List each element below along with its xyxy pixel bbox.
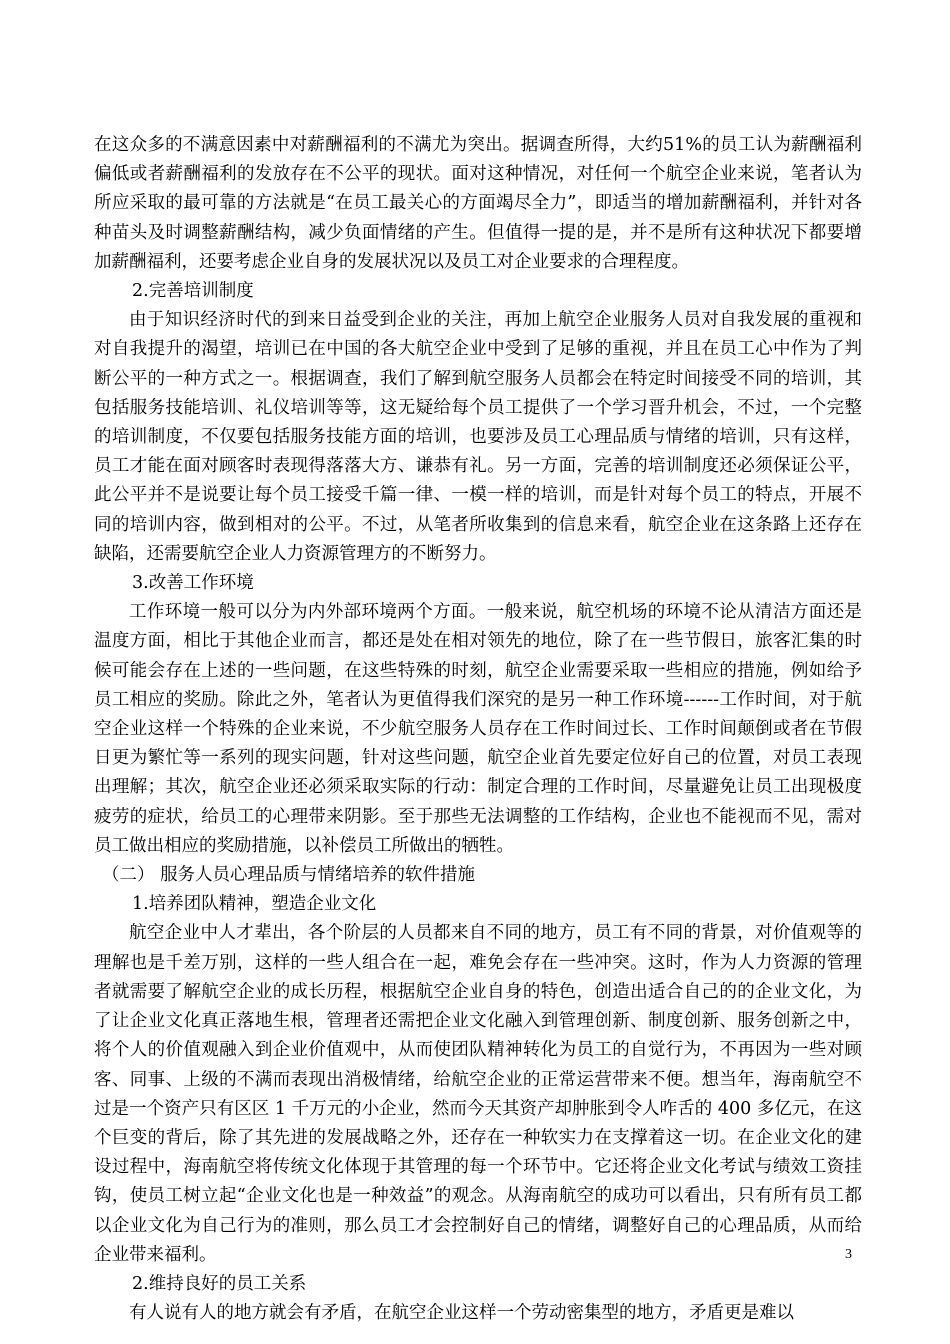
- paragraph-team-spirit: 航空企业中人才辈出，各个阶层的人员都来自不同的地方，员工有不同的背景，对价值观等的理解也是千差万别，这样的一些人组合在一起，难免会存在一些冲突。这时，作为人力资源的管理者就需要了解航空企业的成长历程，根据航空企业自身的特色，创造出适合自己的的企业文化，为了让企业文化真正落地生根，管理者还需把企业文化融入到管理创新、制度创新、服务创新之中，将个人的价值观融入到企业价值观中，从而使团队精神转化为员工的自觉行为，不再因为一些对顾客、同事、上级的不满而表现出消极情绪，给航空企业的正常运营带来不便。想当年，海南航空不过是一个资产只有区区 1 千万元的小企业，然而今天其资产却肿胀到令人咋舌的 400 多亿元，在这个巨变的背后，除了其先进的发展战略之外，还存在一种软实力在支撑着这一切。在企业文化的建设过程中，海南航空将传统文化体现于其管理的每一个环节中。它还将企业文化考试与绩效工资挂钩，使员工树立起“企业文化也是一种效益”的观念。从海南航空的成功可以看出，只有所有员工都以企业文化为自己行为的准则，那么员工才会控制好自己的情绪，调整好自己的心理品质，从而给企业带来福利。: [94, 923, 862, 1265]
- document-body: [94, 131, 862, 1328]
- section-heading-soft-measures: （二） 服务人员心理品质与情绪培养的软件措施: [102, 865, 476, 886]
- heading-training-system: 2.完善培训制度: [132, 281, 254, 302]
- heading-team-spirit: 1.培养团队精神，塑造企业文化: [132, 894, 377, 915]
- page-number: 3: [845, 1247, 852, 1262]
- paragraph-training-system: 由于知识经济时代的到来日益受到企业的关注，再加上航空企业服务人员对自我发展的重视和对自我提升的渴望，培训已在中国的各大航空企业中受到了足够的重视，并且在员工心中作为了判断公平的一种方式之一。根据调查，我们了解到航空服务人员都会在特定时间接受不同的培训，其包括服务技能培训、礼仪培训等等，这无疑给每个员工提供了一个学习晋升机会，不过，一个完整的培训制度，不仅要包括服务技能方面的培训，也要涉及员工心理品质与情绪的培训，只有这样，员工才能在面对顾客时表现得落落大方、谦恭有礼。另一方面，完善的培训制度还必须保证公平，此公平并不是说要让每个员工接受千篇一律、一模一样的培训，而是针对每个员工的特点，开展不同的培训内容，做到相对的公平。不过，从笔者所收集到的信息来看，航空企业在这条路上还存在缺陷，还需要航空企业人力资源管理方的不断努力。: [94, 310, 862, 564]
- paragraph-salary-dissatisfaction: 在这众多的不满意因素中对薪酬福利的不满尤为突出。据调查所得，大约51%的员工认为薪酬福利偏低或者薪酬福利的发放存在不公平的现状。面对这种情况，对任何一个航空企业来说，笔者认为所应采取的最可靠的方法就是“在员工最关心的方面竭尽全力”，即适当的增加薪酬福利，并针对各种苗头及时调整薪酬结构，减少负面情绪的产生。但值得一提的是，并不是所有这种状况下都要增加薪酬福利，还要考虑企业自身的发展状况以及员工对企业要求的合理程度。: [94, 135, 862, 272]
- heading-employee-relations: 2.维持良好的员工关系: [132, 1273, 307, 1294]
- paragraph-employee-relations: 有人说有人的地方就会有矛盾，在航空企业这样一个劳动密集型的地方，矛盾更是难以: [129, 1303, 794, 1324]
- heading-work-environment: 3.改善工作环境: [132, 573, 254, 594]
- paragraph-work-environment: 工作环境一般可以分为内外部环境两个方面。一般来说，航空机场的环境不论从清洁方面还是温度方面，相比于其他企业而言，都还是处在相对领先的地位，除了在一些节假日，旅客汇集的时候可能会存在上述的一些问题，在这些特殊的时刻，航空企业需要采取一些相应的措施，例如给予员工相应的奖励。除此之外，笔者认为更值得我们深究的是另一种工作环境------工作时间，对于航空企业这样一个特殊的企业来说，不少航空服务人员存在工作时间过长、工作时间颠倒或者在节假日更为繁忙等一系列的现实问题，针对这些问题，航空企业首先要定位好自己的位置，对员工表现出理解；其次，航空企业还必须采取实际的行动：制定合理的工作时间，尽量避免让员工出现极度疲劳的症状，给员工的心理带来阴影。至于那些无法调整的工作结构，企业也不能视而不见，需对员工做出相应的奖励措施，以补偿员工所做出的牺牲。: [94, 602, 862, 856]
